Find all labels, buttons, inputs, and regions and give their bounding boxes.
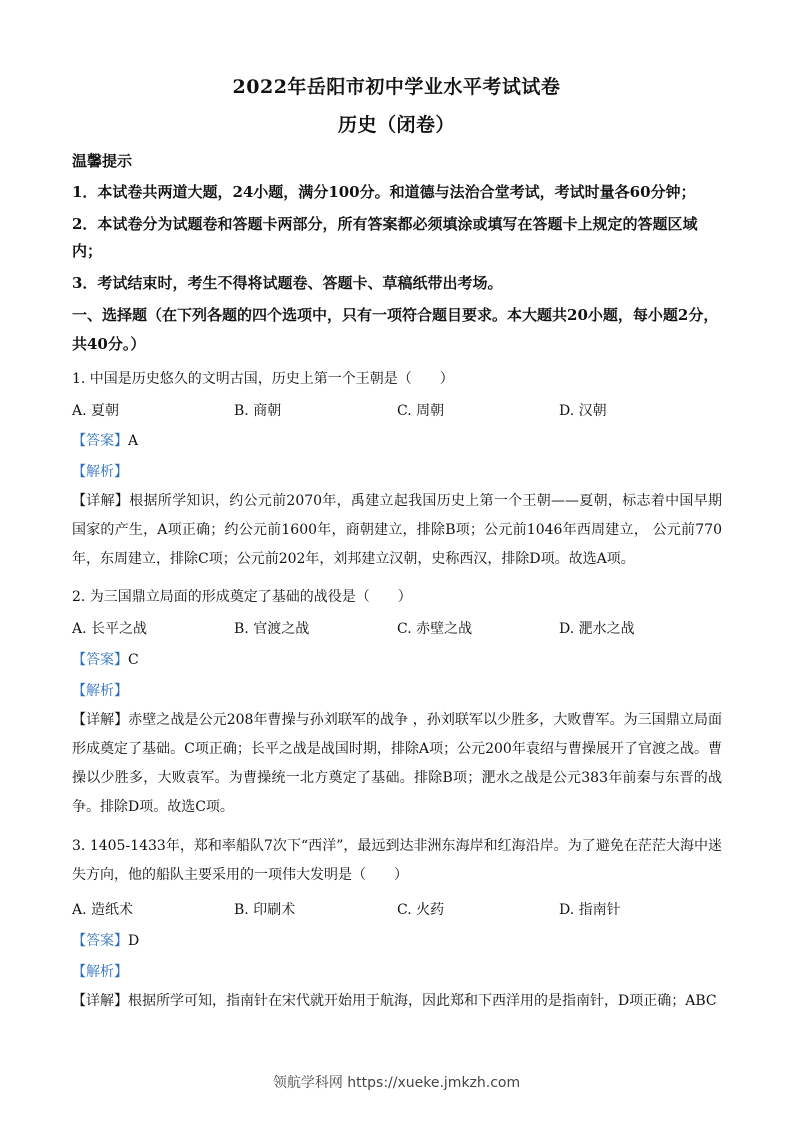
- answer-line: [72, 649, 722, 669]
- analysis-line: [72, 680, 722, 700]
- page-subtitle: 历史（闭卷）: [337, 114, 455, 136]
- answer-line: [72, 430, 722, 450]
- page-title: 2022年岳阳市初中学业水平考试试卷: [232, 76, 561, 98]
- analysis-line: [72, 961, 722, 981]
- option-d: D. 指南针: [559, 902, 621, 918]
- option-a: A. 造纸术: [72, 902, 134, 918]
- detail-text: 根据所学可知，指南针在宋代就开始用于航海，因此郑和下西洋用的是指南针，D项正确；ABC: [128, 993, 717, 1009]
- option-a: A. 夏朝: [72, 403, 120, 419]
- question-options: [72, 618, 722, 638]
- option-b: B. 商朝: [234, 403, 282, 419]
- question-options: [72, 400, 722, 420]
- detail-label: 【详解】: [72, 993, 128, 1009]
- option-c: C. 周朝: [397, 403, 445, 419]
- option-b: B. 官渡之战: [234, 621, 310, 637]
- answer-label: 【答案】: [72, 933, 128, 949]
- footer-watermark: 领航学科网 https://xueke.jmkzh.com: [272, 1075, 521, 1091]
- answer-value: D: [128, 933, 140, 949]
- tips-heading: 温馨提示: [72, 152, 133, 170]
- detail-text: 根据所学知识，约公元前2070年，禹建立起我国历史上第一个王朝——夏朝，标志着中国早期国家的产生，A项正确；约公元前1600年，商朝建立，排除B项；公元前1046年西周建立， 公元前770年，东周建立，排除C项；公元前202年，刘邦建立汉朝，史称西汉，排除D项。故选A项。: [72, 493, 722, 567]
- detail-paragraph: [72, 487, 722, 574]
- analysis-line: [72, 461, 722, 481]
- tip-item: 2．本试卷分为试题卷和答题卡两部分，所有答案都必须填涂或填写在答题卡上规定的答题区域内；: [72, 215, 698, 260]
- analysis-label: 【解析】: [72, 683, 128, 699]
- detail-paragraph: [72, 987, 722, 1016]
- detail-label: 【详解】: [72, 493, 130, 509]
- option-c: C. 火药: [397, 902, 445, 918]
- answer-value: C: [128, 652, 139, 668]
- detail-label: 【详解】: [72, 712, 129, 728]
- option-c: C. 赤壁之战: [397, 621, 473, 637]
- question-stem: 1. 中国是历史悠久的文明古国，历史上第一个王朝是（ ）: [72, 371, 454, 387]
- answer-line: [72, 930, 722, 950]
- tip-item: 1．本试卷共两道大题，24小题，满分100分。和道德与法治合堂考试，考试时量各60分钟；: [72, 183, 696, 201]
- question-options: [72, 899, 722, 919]
- answer-label: 【答案】: [72, 652, 128, 668]
- analysis-label: 【解析】: [72, 464, 128, 480]
- section-title: 一、选择题（在下列各题的四个选项中，只有一项符合题目要求。本大题共20小题，每小题2分，共40分。）: [72, 306, 719, 353]
- answer-label: 【答案】: [72, 433, 128, 449]
- answer-value: A: [128, 433, 139, 449]
- detail-paragraph: [72, 706, 722, 822]
- detail-text: 赤壁之战是公元208年曹操与孙刘联军的战争 ，孙刘联军以少胜多，大败曹军。为三国鼎立局面形成奠定了基础。C项正确；长平之战是战国时期，排除A项；公元200年袁绍与曹操展开了官渡之战。曹操以少胜多，大败袁军。为曹操统一北方奠定了基础。排除B项；淝水之战是公元383年前秦与东晋的战争。排除D项。故选C项。: [72, 712, 723, 815]
- option-a: A. 长平之战: [72, 621, 148, 637]
- analysis-label: 【解析】: [72, 964, 128, 980]
- option-d: D. 淝水之战: [559, 621, 635, 637]
- question-stem: 2. 为三国鼎立局面的形成奠定了基础的战役是（ ）: [72, 589, 412, 605]
- option-d: D. 汉朝: [559, 403, 607, 419]
- tip-item: 3．考试结束时，考生不得将试题卷、答题卡、草稿纸带出考场。: [72, 274, 503, 292]
- question-stem: 3. 1405-1433年，郑和率船队7次下“西洋”，最远到达非洲东海岸和红海沿岸。为了避免在茫茫大海中迷失方向，他的船队主要采用的一项伟大发明是（ ）: [72, 838, 722, 883]
- option-b: B. 印刷术: [234, 902, 296, 918]
